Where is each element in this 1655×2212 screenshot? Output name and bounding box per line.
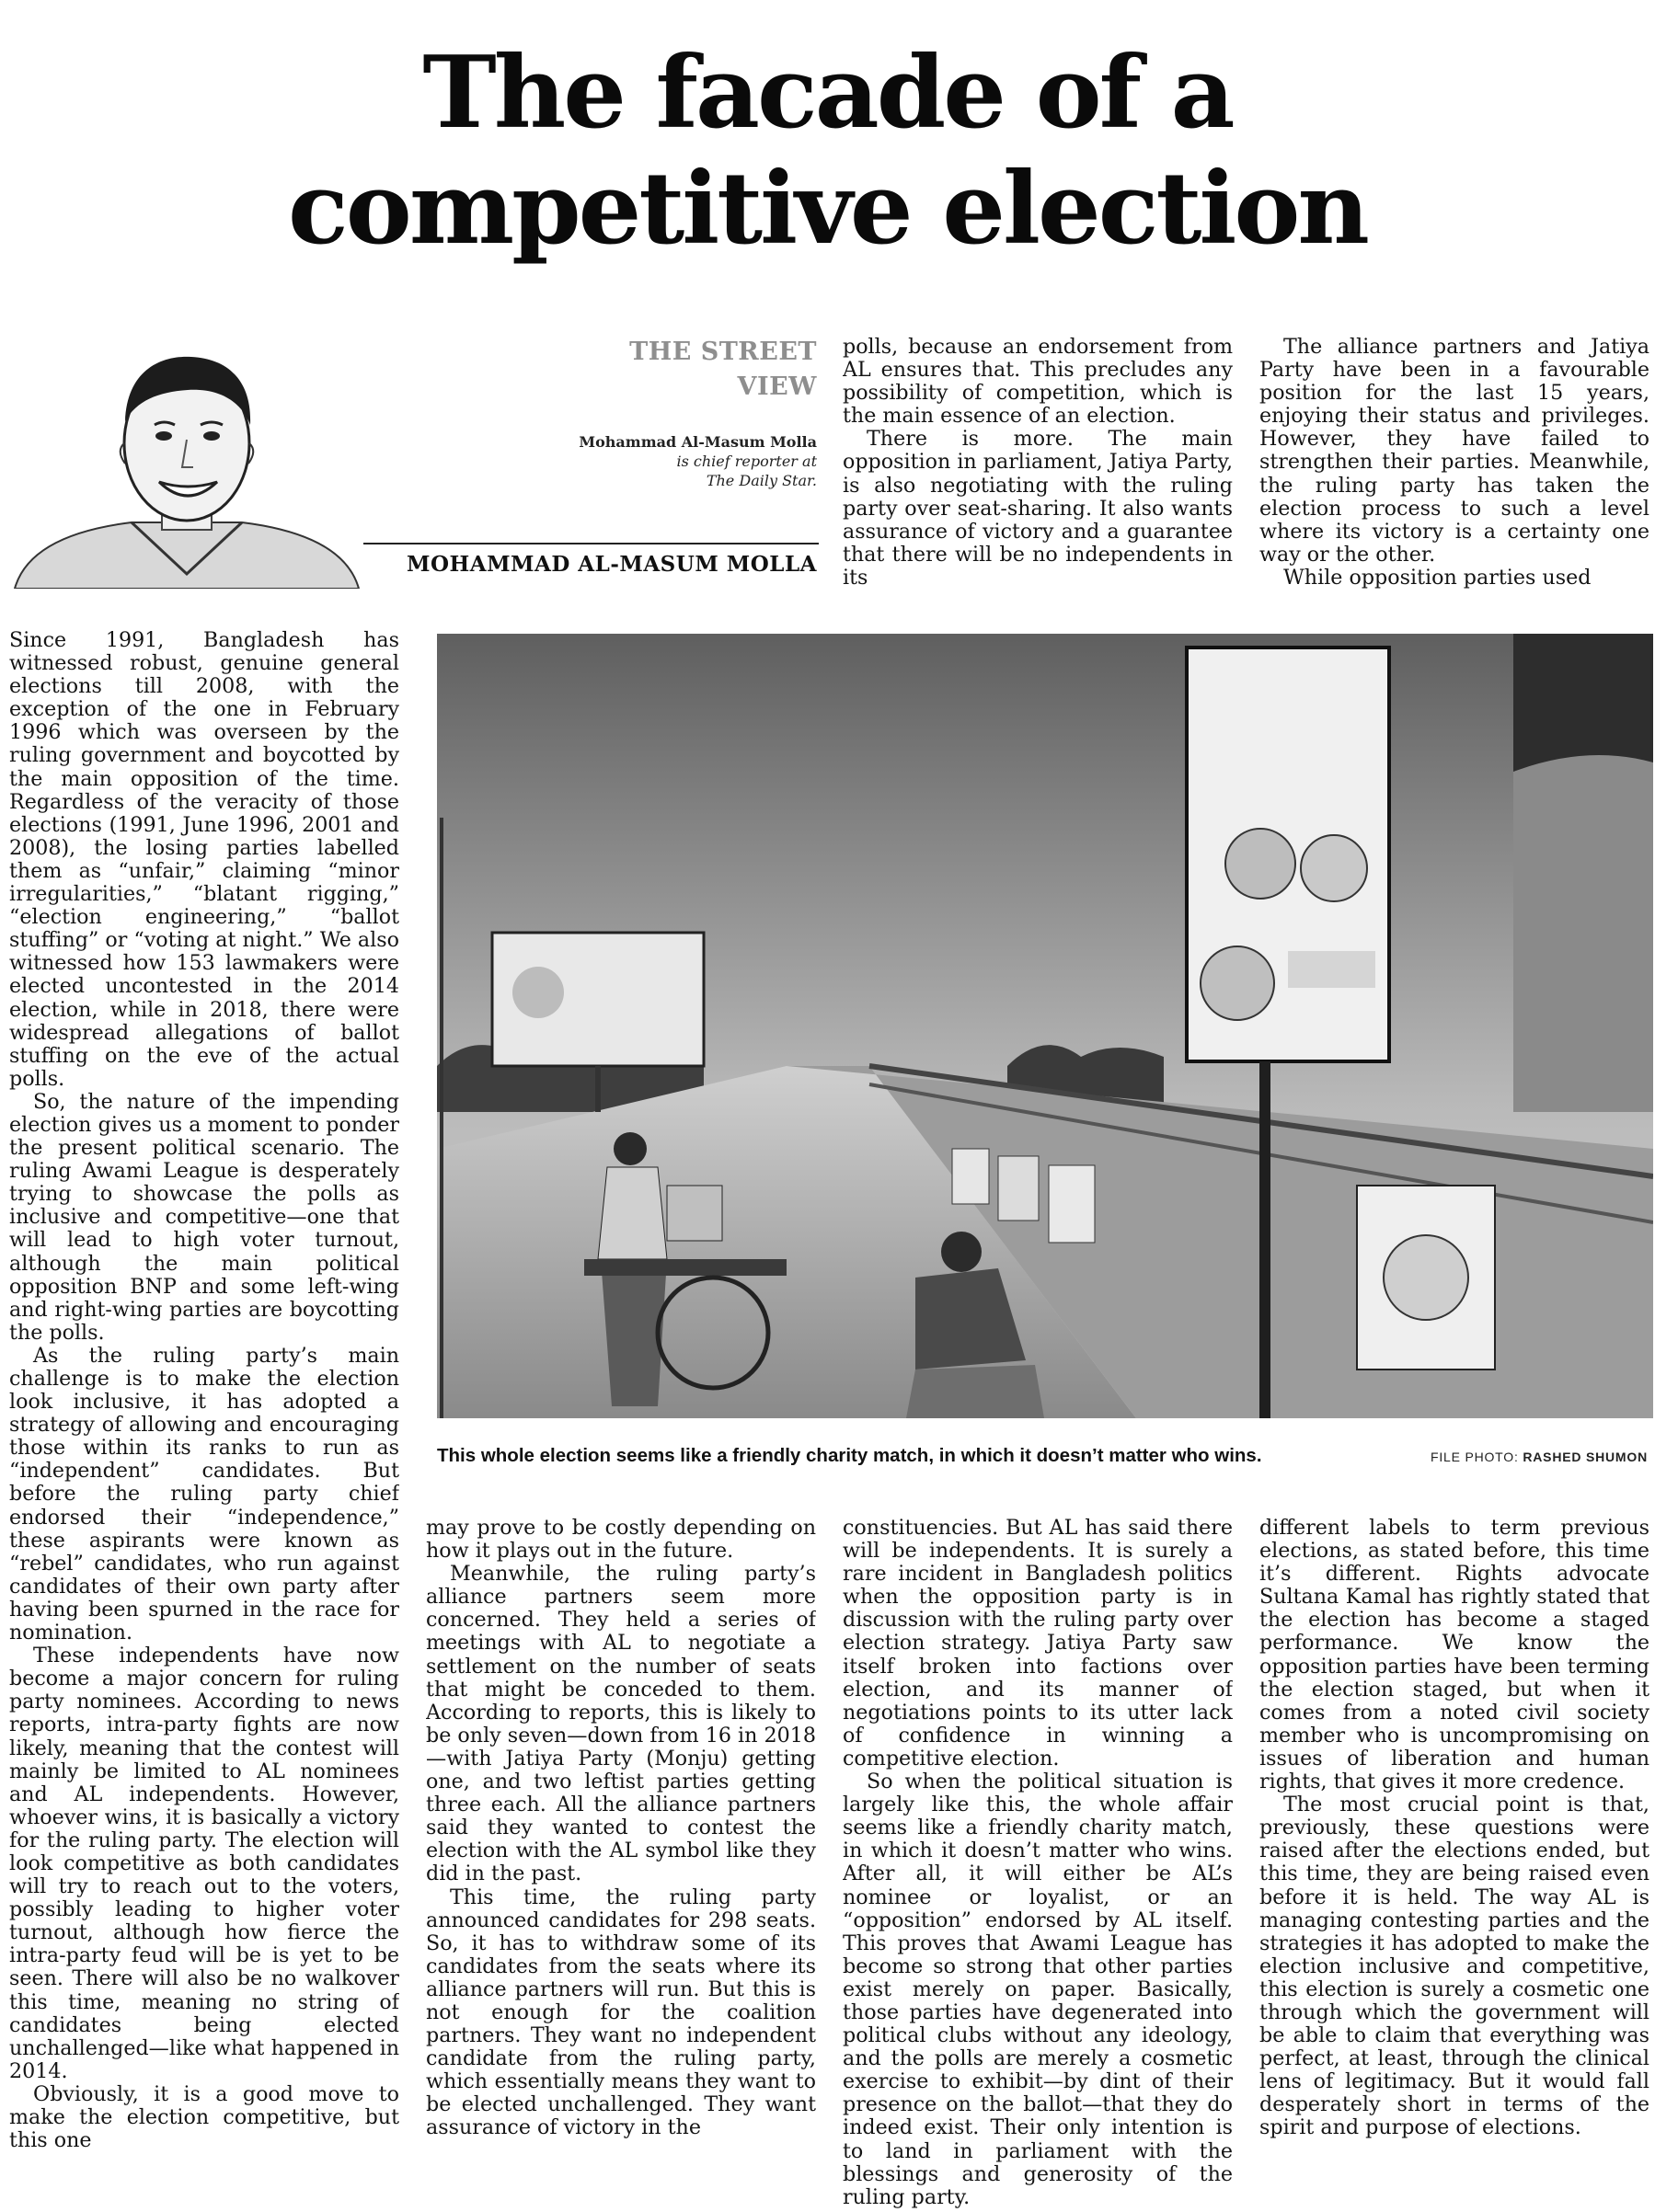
author-bio-line-2: The Daily Star. <box>706 472 817 489</box>
author-bio-name: Mohammad Al-Masum Molla <box>579 433 817 451</box>
headline-line-1: The facade of a <box>422 35 1233 151</box>
photo-credit-name: RASHED SHUMON <box>1523 1450 1648 1464</box>
column-label-line-1: THE STREET <box>629 338 817 366</box>
paragraph: This time, the ruling party announced candidates for 298 seats. So, it has to withdraw some of its candidates from the seats where its alliance partners will run. But this is not enough for the coalition partners. They want no independent candidate from the ruling party, which essentially means they want to be elected unchallenged. They want assurance of victory in the <box>426 1885 816 2140</box>
paragraph: Meanwhile, the ruling party’s alliance partners seem more concerned. They held a series of meetings with AL to negotiate a settlement on the number of seats that might be conceded to them. According to reports, this is likely to be only seven—down from 16 in 2018—with Jatiya Party (Monju) getting one, and two leftist parties getting three each. All the alliance partners said they wanted to contest the election with the AL symbol like they did in the past. <box>426 1562 816 1886</box>
paragraph: So when the political situation is largely like this, the whole affair seems like a friendly charity match, in which it doesn’t matter who wins. After all, it will either be AL’s nominee or loyalist, or an “opposition” endorsed by AL itself. This proves that Awami League has become so strong that other parties exist merely on paper. Basically, those parties have degenerated into political clubs without any ideology, and the polls are merely a cosmetic exercise to exhibit—by dint of their presence on the ballot—that they do indeed exist. Their only intention is to land in parliament with the blessings and generosity of the ruling party. <box>843 1770 1233 2209</box>
paragraph: may prove to be costly depending on how it plays out in the future. <box>426 1517 816 1564</box>
paragraph: polls, because an endorsement from AL ensures that. This precludes any possibility of competition, which is the main essence of an election. <box>843 336 1233 429</box>
body-column-4-bottom <box>1259 1517 1649 2209</box>
byline: MOHAMMAD AL-MASUM MOLLA <box>407 552 817 577</box>
paragraph: As the ruling party’s main challenge is to make the election look inclusive, it has adopted a strategy of allowing and encouraging those within its ranks to run as “independent” candidates. But before the ruling party chief endorsed their “independence,” these aspirants were known as “rebel” candidates, who run against candidates of their own party after having been spurned in the race for nomination. <box>9 1343 399 1645</box>
column-label <box>515 335 817 405</box>
caption-text: This whole election seems like a friendly charity match, in which it doesn’t matter who wins. <box>437 1445 1262 1466</box>
paragraph: So, the nature of the impending election gives us a moment to ponder the present political scenario. The ruling Awami League is desperately trying to showcase the polls as inclusive and competitive—one that will lead to high voter turnout, although the main political opposition BNP and some left-wing and right-wing parties are boycotting the polls. <box>9 1089 399 1345</box>
paragraph: While opposition parties used <box>1283 565 1592 590</box>
byline-divider <box>363 543 819 544</box>
photo-caption <box>437 1442 1653 1472</box>
paragraph: Obviously, it is a good move to make the election competitive, but this one <box>9 2081 399 2153</box>
column-label-line-2: VIEW <box>737 372 817 401</box>
body-column-1 <box>9 629 399 2209</box>
headline-line-2: competitive election <box>288 151 1367 267</box>
body-column-2 <box>426 1517 816 2209</box>
body-column-3-top <box>843 336 1233 590</box>
photo-credit-prefix: FILE PHOTO: <box>1430 1450 1519 1464</box>
photo-credit <box>1431 1446 1648 1468</box>
body-column-4-top <box>1259 336 1649 590</box>
paragraph: different labels to term previous elections, as stated before, this time it’s different. Rights advocate Sultana Kamal has rightly stated that the election has become a staged performance. We know the opposition parties have been terming the election staged, but when it comes from a noted civil society member who is uncompromising on issues of liberation and human rights, that gives it more credence. <box>1259 1517 1649 1794</box>
paragraph: constituencies. But AL has said there will be independents. It is surely a rare incident in Bangladesh politics when the opposition party is in discussion with the ruling party over election strategy. Jatiya Party saw itself broken into factions over election, and its manner of negotiations points to its utter lack of confidence in winning a competitive election. <box>843 1517 1233 1771</box>
paragraph: There is more. The main opposition in parliament, Jatiya Party, is also negotiating with the ruling party over seat-sharing. It also wants assurance of victory and a guarantee that there will be no independents in its <box>843 427 1233 590</box>
body-column-3-bottom <box>843 1517 1233 2209</box>
headline <box>0 35 1655 267</box>
main-photo <box>437 634 1653 1418</box>
author-photo <box>7 333 366 589</box>
paragraph: The alliance partners and Jatiya Party have been in a favourable position for the last 15 years, enjoying their status and privileges. However, they have failed to strengthen their parties. Meanwhile, the ruling party has taken the election process to such a level where its victory is a certainty one way or the other. <box>1259 336 1649 567</box>
author-bio <box>515 432 817 490</box>
paragraph: The most crucial point is that, previously, these questions were raised after the elections ended, but this time, they are being raised even before it is held. The way AL is managing contesting parties and the strategies it has adopted to make the election inclusive and competitive, this election is surely a cosmetic one through which the government will be able to claim that everything was perfect, at least, through the clinical lens of legitimacy. But it would fall desperately short in terms of the spirit and purpose of elections. <box>1259 1793 1649 2140</box>
paragraph: Since 1991, Bangladesh has witnessed robust, genuine general elections till 2008, with the exception of the one in February 1996 which was overseen by the ruling government and boycotted by the main opposition of the time. Regardless of the veracity of those elections (1991, June 1996, 2001 and 2008), the losing parties labelled them as “unfair,” claiming “minor irregularities,” “blatant rigging,” “election engineering,” “ballot stuffing” or “voting at night.” We also witnessed how 153 lawmakers were elected uncontested in the 2014 election, while in 2018, there were widespread allegations of ballot stuffing on the eve of the actual polls. <box>9 629 399 1091</box>
paragraph: These independents have now become a major concern for ruling party nominees. According to news reports, intra-party fights are now likely, meaning that the contest will mainly be limited to AL nominees and AL independents. However, whoever wins, it is basically a victory for the ruling party. The election will look competitive as both candidates will try to reach out to the voters, possibly leading to higher voter turnout, although how fierce the intra-party feud will be is yet to be seen. There will also be no walkover this time, meaning no string of candidates being elected unchallenged—like what happened in 2014. <box>9 1644 399 2083</box>
author-bio-line-1: is chief reporter at <box>676 453 817 470</box>
